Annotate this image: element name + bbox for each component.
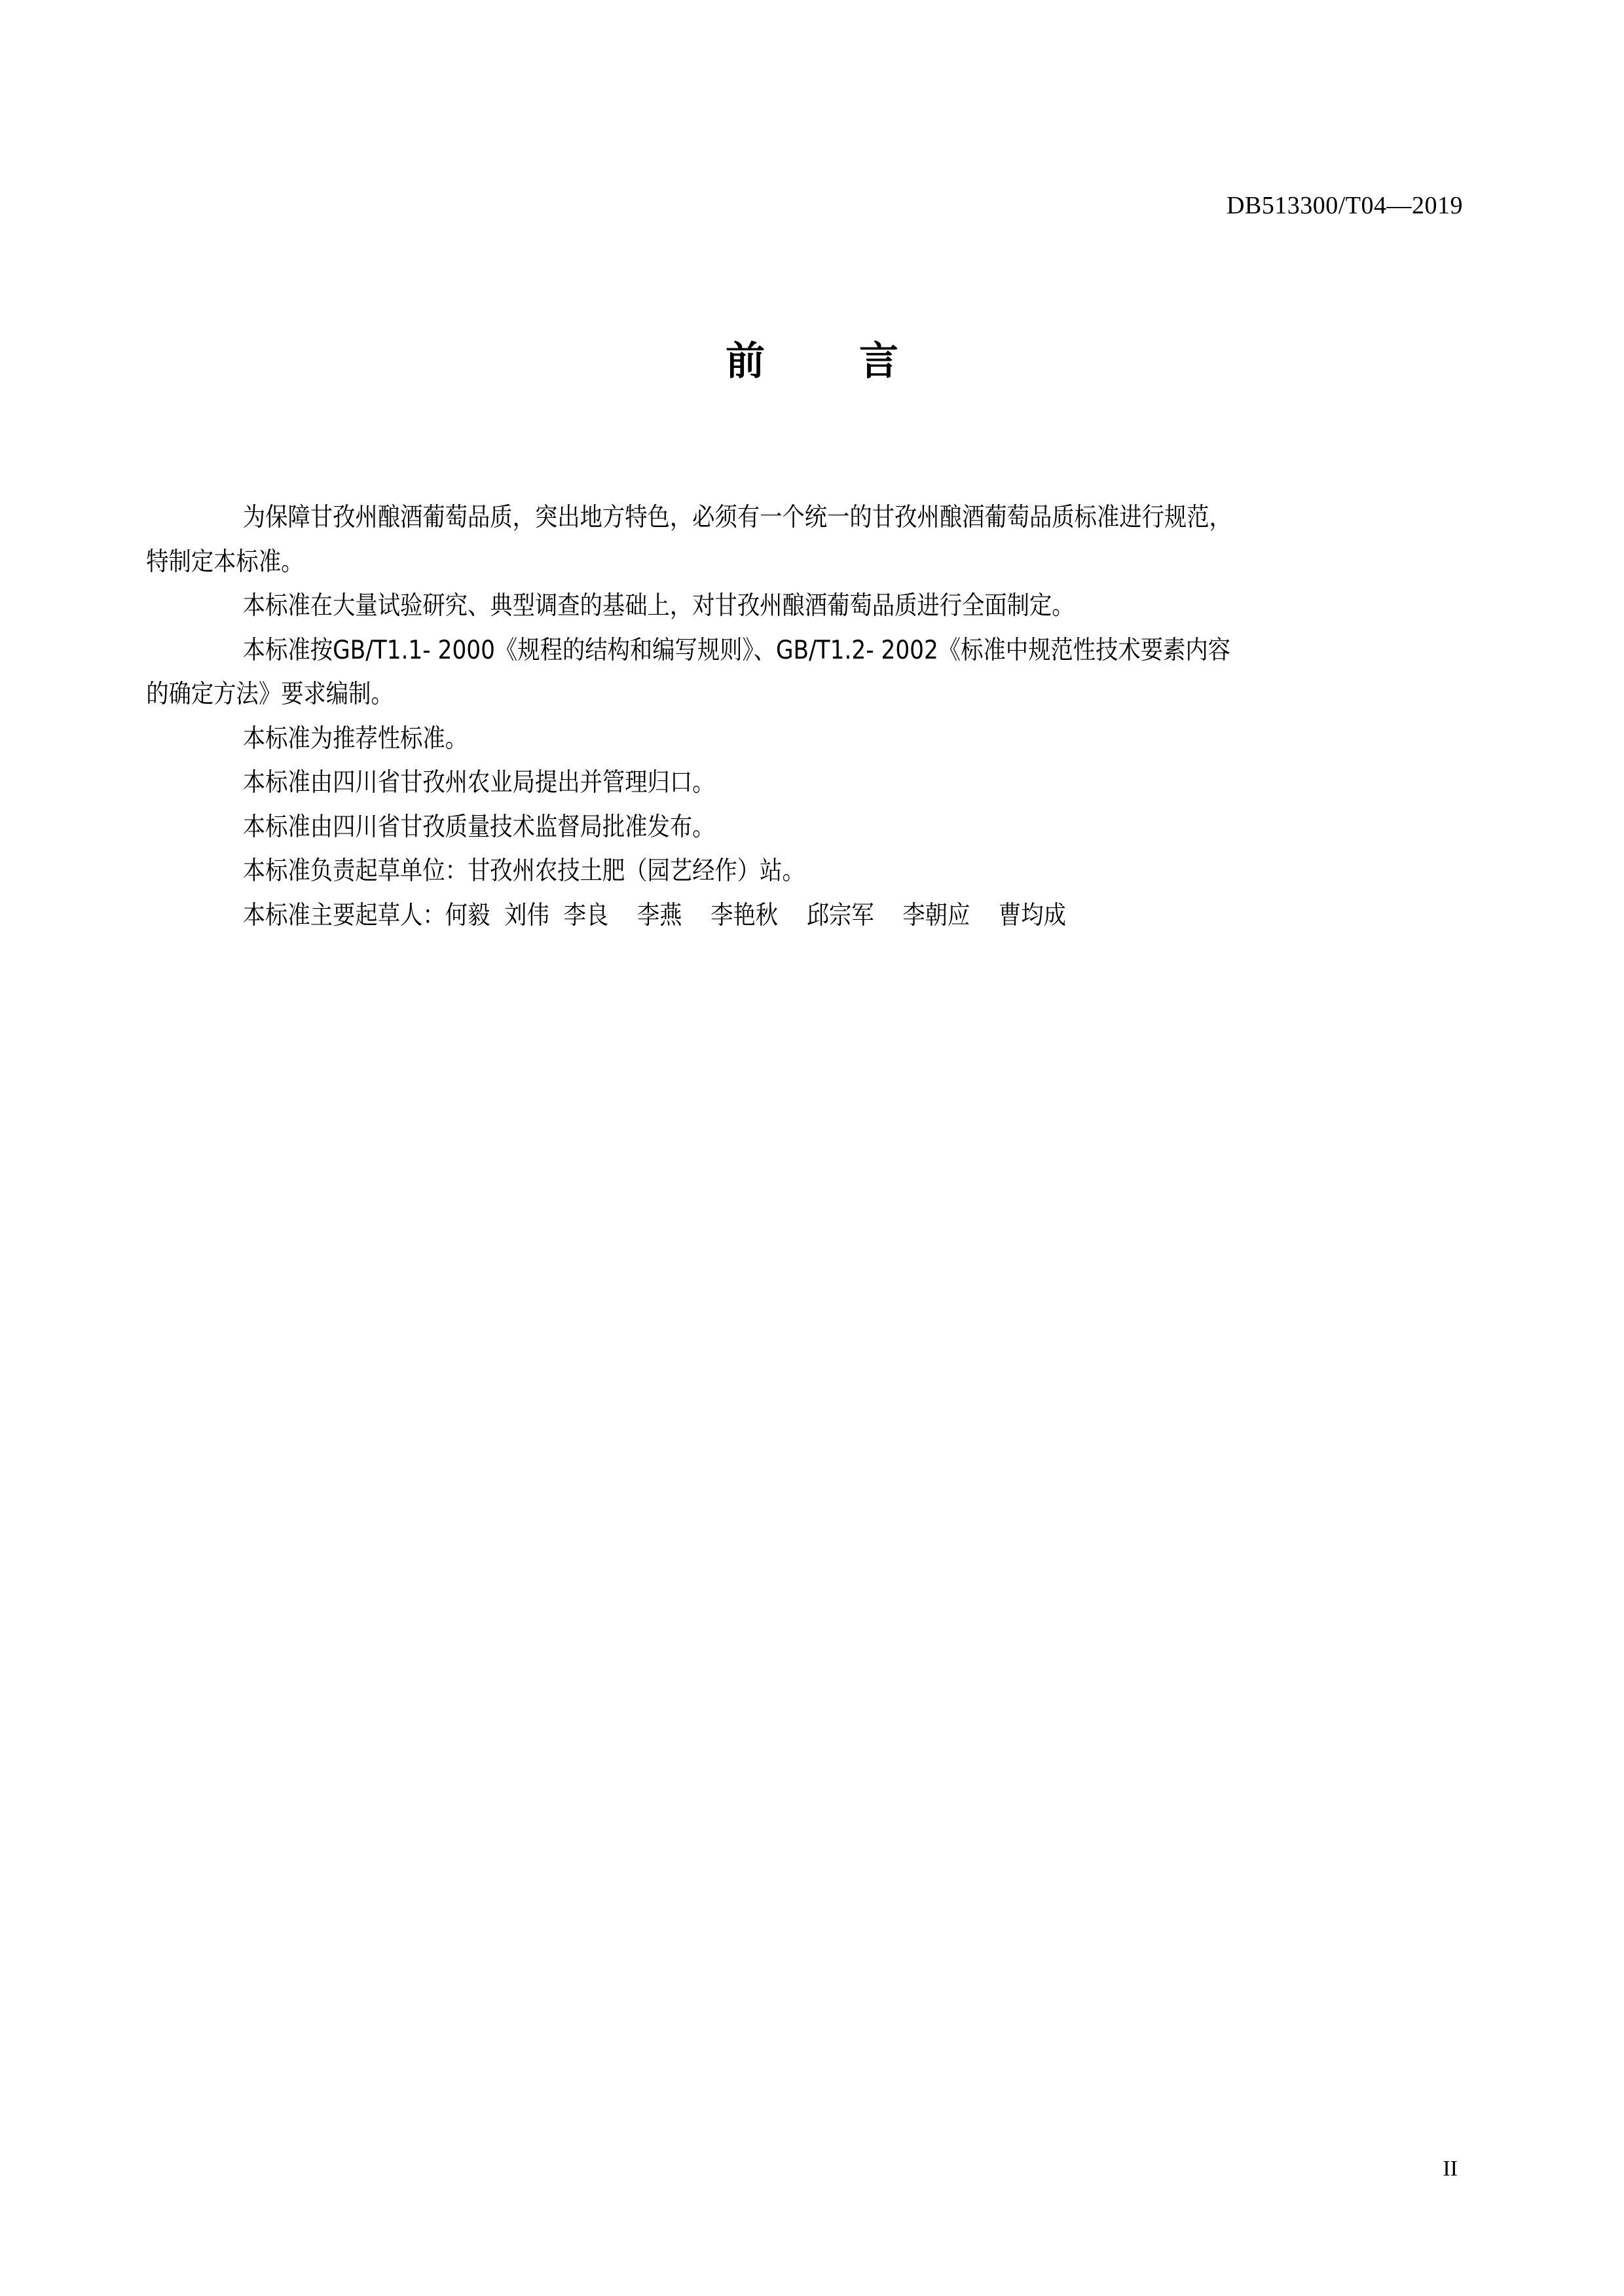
paragraph-proposer <box>194 761 1304 805</box>
paragraph-compilation-rules <box>146 629 1304 717</box>
paragraph-drafting-unit <box>194 849 1304 894</box>
title-char-2: 言 <box>859 338 898 384</box>
page-title <box>0 338 1624 384</box>
page-number: II <box>1443 2157 1458 2181</box>
paragraph-drafters <box>194 894 1304 938</box>
title-char-1: 前 <box>726 338 765 384</box>
document-code: DB513300/T04—2019 <box>1226 192 1463 219</box>
paragraph-purpose <box>146 496 1304 584</box>
paragraph-basis <box>194 584 1304 629</box>
foreword-body <box>146 496 1304 938</box>
paragraph-line: 为保障甘孜州酿酒葡萄品质，突出地方特色，必须有一个统一的甘孜州酿酒葡萄品质标准进行规范， <box>242 503 1232 532</box>
paragraph-line: 本标准按GB/T1.1- 2000《规程的结构和编写规则》、GB/T1.2- 2002《标准中规范性技术要素内容 <box>242 635 1230 665</box>
paragraph-line: 本标准为推荐性标准。 <box>242 723 468 754</box>
paragraph-line: 本标准由四川省甘孜质量技术监督局批准发布。 <box>242 812 715 842</box>
paragraph-line: 本标准主要起草人：何毅 刘伟 李良 李燕 李艳秋 邱宗军 李朝应 曹均成 <box>242 900 1066 930</box>
paragraph-line: 本标准由四川省甘孜州农业局提出并管理归口。 <box>242 768 715 797</box>
paragraph-line: 的确定方法》要求编制。 <box>146 680 394 709</box>
paragraph-line: 本标准负责起草单位：甘孜州农技土肥（园艺经作）站。 <box>242 856 805 886</box>
paragraph-recommended <box>194 717 1304 761</box>
paragraph-line: 特制定本标准。 <box>146 547 304 577</box>
paragraph-line: 本标准在大量试验研究、典型调查的基础上，对甘孜州酿酒葡萄品质进行全面制定。 <box>242 591 1075 621</box>
paragraph-publisher <box>194 805 1304 850</box>
